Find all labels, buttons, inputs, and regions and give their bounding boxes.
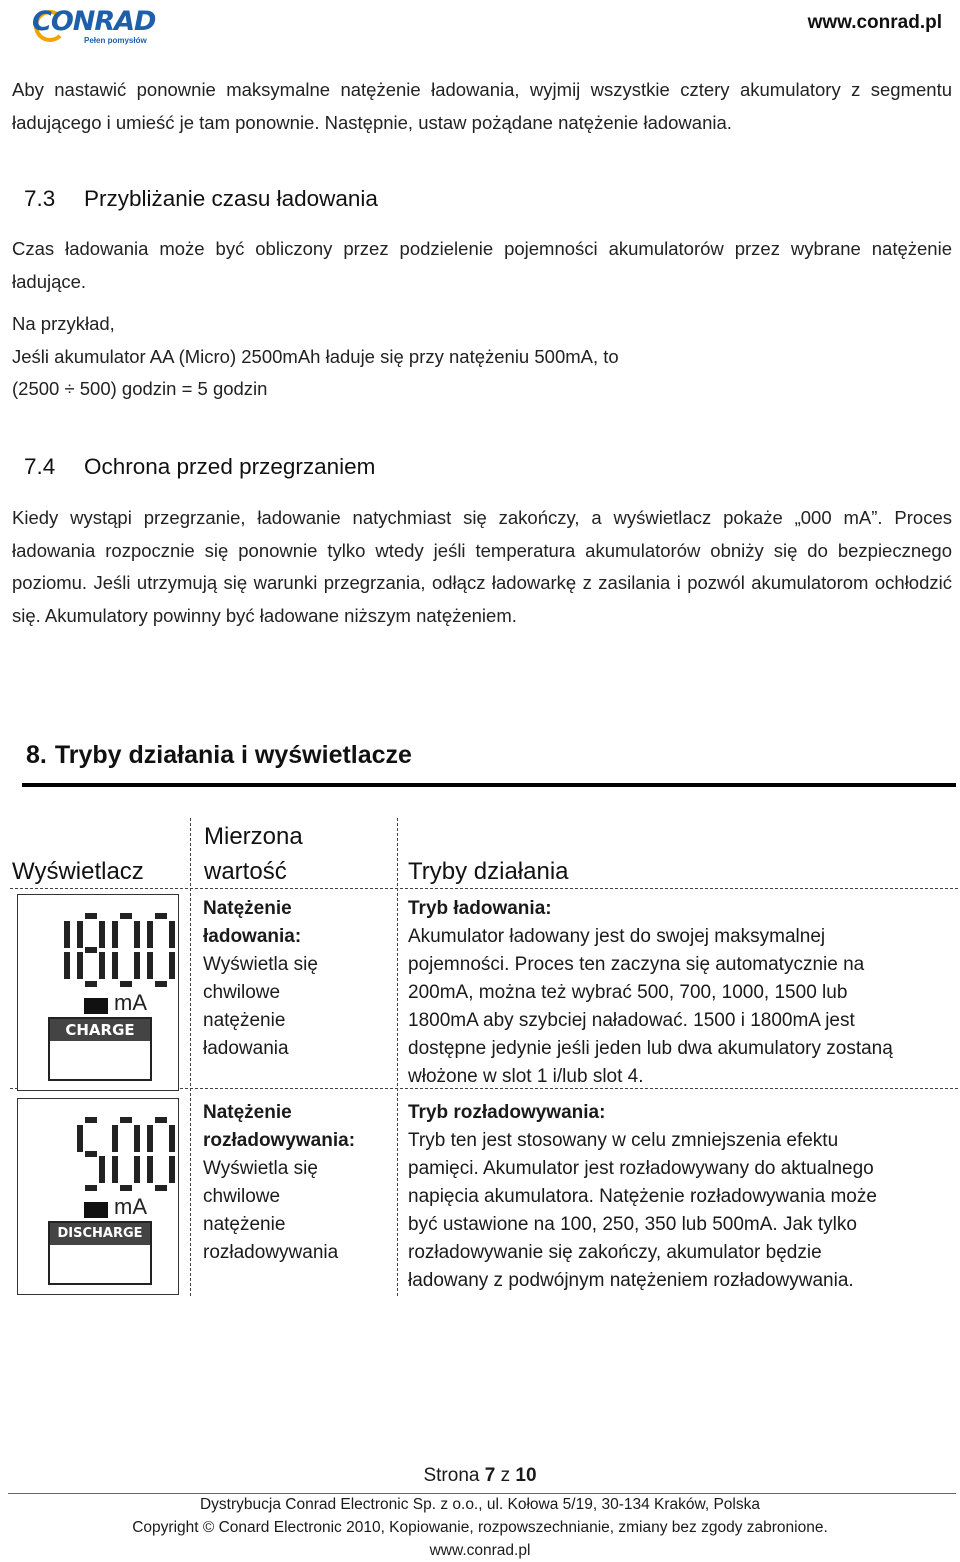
lcd-segment-f [77, 921, 83, 948]
lcd-segment-d [155, 981, 167, 987]
modes-table [0, 818, 960, 1298]
lcd-segment-a [155, 1117, 167, 1123]
lcd-segment-f [112, 921, 118, 948]
lcd-segment-e [112, 1156, 118, 1183]
section-7-3-heading [24, 186, 378, 212]
lcd-segment-b [134, 1125, 140, 1152]
lcd-segment-e [112, 952, 118, 979]
lcd-display-charge [17, 894, 179, 1091]
lcd-display-discharge [17, 1098, 179, 1295]
mode-line: Akumulator ładowany jest do swojej maksymalnej [408, 926, 826, 947]
mode-title: Tryb rozładowywania: [408, 1102, 606, 1123]
lcd-segment-f [147, 1125, 153, 1152]
lcd-digits [42, 913, 182, 993]
measured-desc: Wyświetla się [203, 1158, 318, 1179]
footer-copyright: Copyright © Conard Electronic 2010, Kopiowanie, rozpowszechnianie, zmiany bez zgody zabronione. [132, 1519, 828, 1536]
intro-paragraph: Aby nastawić ponownie maksymalne natężenie ładowania, wyjmij wszystkie cztery akumulatory z segmentu ładującego i umieść je tam ponownie. Następnie, ustaw pożądane natężenie ładowania. [12, 79, 952, 133]
mode-line: pamięci. Akumulator jest rozładowywany do aktualnego [408, 1158, 874, 1179]
mode-cell-discharge [408, 1099, 953, 1295]
lcd-segment-c [169, 1156, 175, 1183]
lcd-segment-a [155, 913, 167, 919]
measured-desc: natężenie [203, 1010, 286, 1031]
logo-wordmark: CONRAD [32, 6, 156, 37]
mode-line: być ustawione na 100, 250, 350 lub 500mA. Jak tylko [408, 1214, 857, 1235]
column-divider [397, 818, 398, 1296]
header-measured-line1: Mierzona [204, 823, 303, 850]
mode-line: 200mA, można też wybrać 500, 700, 1000, 1500 lub [408, 982, 848, 1003]
mode-line: dostępne jedynie jeśli jeden lub dwa akumulatory zostaną [408, 1038, 893, 1059]
lcd-unit: mA [114, 1194, 147, 1219]
lcd-segment-c [99, 1156, 105, 1183]
lcd-segment-c [134, 952, 140, 979]
section-title: Tryby działania i wyświetlacze [54, 741, 412, 769]
lcd-digits [42, 1117, 182, 1197]
lcd-segment-c [134, 1156, 140, 1183]
page-number [0, 1465, 960, 1487]
page-prefix: Strona [423, 1465, 480, 1486]
lcd-segment-d [85, 981, 97, 987]
mode-line: ładowany z podwójnym natężeniem rozładowywania. [408, 1270, 854, 1291]
lcd-segment-b [169, 1125, 175, 1152]
footer-url: www.conrad.pl [429, 1542, 531, 1559]
lcd-segment-e [77, 952, 83, 979]
lcd-segment-a [120, 913, 132, 919]
lcd-segment-e [147, 952, 153, 979]
lcd-segment-c [64, 952, 70, 979]
example-formula: (2500 ÷ 500) godzin = 5 godzin [12, 378, 268, 399]
section-7-4-paragraph: Kiedy wystąpi przegrzanie, ładowanie natychmiast się zakończy, a wyświetlacz pokaże „000 mA”. Proces ładowania rozpocznie się ponownie tylko wtedy jeśli temperatura akumulatorów obniży się do bezpiecznego poziomu. Jeśli utrzymują się warunki przegrzania, odłącz ładowarkę z zasilania i pozwól akumulatorom ochłodzić się. Akumulatory powinny być ładowane niższym natężeniem. [12, 507, 952, 626]
mode-line: napięcia akumulatora. Natężenie rozładowywania może [408, 1186, 877, 1207]
measured-title: ładowania: [203, 926, 302, 947]
header-modes: Tryby działania [408, 858, 569, 885]
mode-line: pojemności. Proces ten zaczyna się automatycznie na [408, 954, 865, 975]
section-8-heading [26, 741, 412, 770]
lcd-segment-d [155, 1185, 167, 1191]
measured-desc: chwilowe [203, 982, 281, 1003]
example-label: Na przykład, [12, 313, 115, 334]
measured-desc: Wyświetla się [203, 954, 318, 975]
footer-rule [8, 1493, 956, 1494]
lcd-segment-g [85, 947, 97, 953]
lcd-segment-f [147, 921, 153, 948]
mode-cell-charge [408, 895, 953, 1091]
measured-desc: chwilowe [203, 1186, 281, 1207]
section-7-4-heading [24, 454, 375, 480]
lcd-segment-e [147, 1156, 153, 1183]
mode-line: rozładowywanie się zakończy, akumulator będzie [408, 1242, 822, 1263]
measured-desc: natężenie [203, 1214, 286, 1235]
measured-desc: rozładowywania [203, 1242, 339, 1263]
lcd-segment-d [120, 981, 132, 987]
logo-tagline: Pełen pomysłów [84, 36, 147, 45]
lcd-segment-b [169, 921, 175, 948]
lcd-segment-g [85, 1151, 97, 1157]
lcd-indicator-icon [84, 998, 108, 1014]
conrad-logo [32, 6, 156, 46]
lcd-segment-b [134, 921, 140, 948]
column-divider [190, 818, 191, 1296]
lcd-segment-d [85, 1185, 97, 1191]
page-current: 7 [484, 1465, 496, 1486]
measured-title: Natężenie [203, 898, 292, 919]
page-total: 10 [515, 1465, 537, 1486]
section-rule [22, 783, 956, 787]
lcd-mode-label: CHARGE [50, 1019, 150, 1041]
lcd-segment-f [112, 1125, 118, 1152]
mode-line: Tryb ten jest stosowany w celu zmniejszenia efektu [408, 1130, 839, 1151]
lcd-mode-box [48, 1017, 152, 1081]
lcd-segment-b [64, 921, 70, 948]
measured-title: Natężenie [203, 1102, 292, 1123]
lcd-indicator-icon [84, 1202, 108, 1218]
header-display: Wyświetlacz [12, 858, 144, 885]
lcd-segment-c [169, 952, 175, 979]
section-title: Ochrona przed przegrzaniem [84, 454, 376, 479]
lcd-segment-b [99, 921, 105, 948]
lcd-segment-a [85, 1117, 97, 1123]
lcd-mode-box [48, 1221, 152, 1285]
mode-line: włożone w slot 1 i/lub slot 4. [408, 1066, 644, 1087]
mode-line: 1800mA aby szybciej naładować. 1500 i 1800mA jest [408, 1010, 855, 1031]
section-number: 8. [26, 741, 47, 769]
measured-cell-discharge [203, 1099, 355, 1267]
header-divider [10, 888, 958, 889]
section-number: 7.4 [24, 454, 56, 479]
mode-title: Tryb ładowania: [408, 898, 552, 919]
lcd-segment-d [120, 1185, 132, 1191]
lcd-segment-c [99, 952, 105, 979]
site-url: www.conrad.pl [807, 12, 942, 33]
header-measured-line2: wartość [204, 858, 287, 885]
example-line: Jeśli akumulator AA (Micro) 2500mAh ładuje się przy natężeniu 500mA, to [12, 346, 619, 367]
measured-cell-charge [203, 895, 318, 1063]
footer-distributor: Dystrybucja Conrad Electronic Sp. z o.o., ul. Kołowa 5/19, 30-134 Kraków, Polska [199, 1496, 760, 1513]
lcd-segment-a [120, 1117, 132, 1123]
section-number: 7.3 [24, 186, 56, 211]
lcd-mode-label: DISCHARGE [50, 1223, 150, 1245]
lcd-unit: mA [114, 990, 147, 1015]
measured-title: rozładowywania: [203, 1130, 356, 1151]
lcd-segment-f [77, 1125, 83, 1152]
page-sep: z [500, 1465, 511, 1486]
section-title: Przybliżanie czasu ładowania [84, 186, 378, 211]
lcd-segment-a [85, 913, 97, 919]
section-7-3-paragraph: Czas ładowania może być obliczony przez podzielenie pojemności akumulatorów przez wybrane natężenie ładujące. [12, 238, 952, 292]
measured-desc: ładowania [203, 1038, 289, 1059]
